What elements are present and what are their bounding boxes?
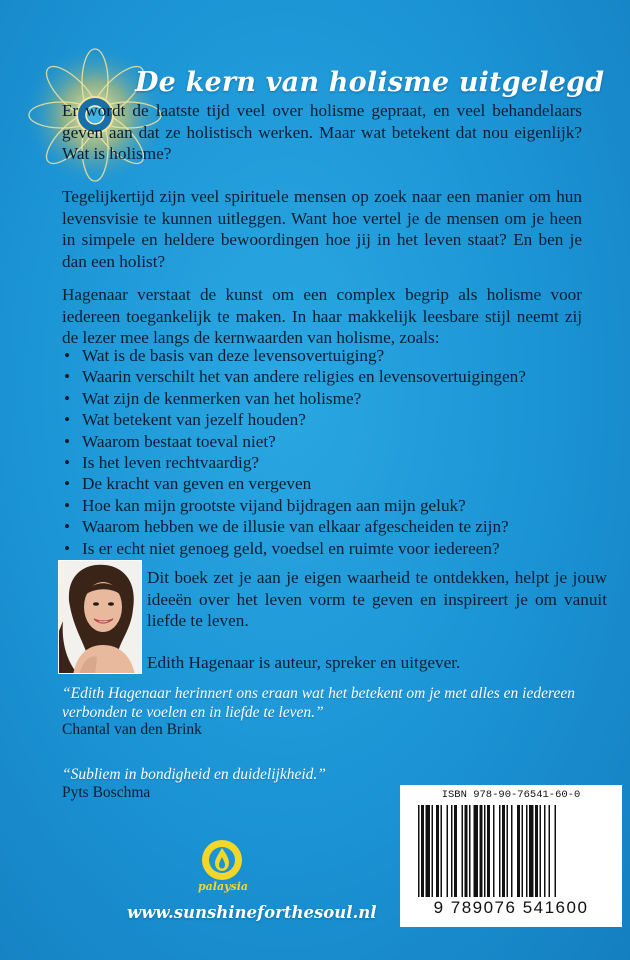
- barcode-bars: [416, 805, 614, 905]
- list-item: • Waarom hebben we de illusie van elkaar afgescheiden te zijn?: [62, 516, 607, 537]
- list-item: • Hoe kan mijn grootste vijand bijdragen aan mijn geluk?: [62, 495, 607, 516]
- third-paragraph: Hagenaar verstaat de kunst om een complex begrip als holisme voor iedereen toegankelijk te maken. In haar makkelijk leesbare stijl neemt zij de lezer mee langs de kernwaarden van holisme, zoals:: [62, 285, 582, 347]
- review-author: Chantal van den Brink: [62, 721, 202, 738]
- core-values-list: [62, 345, 607, 559]
- book-description: Dit boek zet je aan je eigen waarheid te ontdekken, helpt je jouw ideeën over het leven vorm te geven en inspireert je om vanuit liefde te leven.: [147, 568, 607, 630]
- list-item: • Wat is de basis van deze levensovertuiging?: [62, 345, 607, 366]
- author-bio: Edith Hagenaar is auteur, spreker en uitgever.: [147, 653, 461, 672]
- intro-paragraph: Er wordt de laatste tijd veel over holisme gepraat, en veel behandelaars geven aan dat ze holistisch werken. Maar wat betekent dat nou eigenlijk? Wat is holisme?: [62, 101, 582, 163]
- list-item: • Is er echt niet genoeg geld, voedsel en ruimte voor iedereen?: [62, 538, 607, 559]
- list-item: • Waarom bestaat toeval niet?: [62, 431, 607, 452]
- review-quote: “Edith Hagenaar herinnert ons eraan wat het betekent om je met alles en iedereen verbonden te voelen en in liefde te leven.”: [62, 685, 575, 721]
- publisher-name: palaysia: [197, 880, 248, 893]
- list-item: • Wat betekent van jezelf houden?: [62, 409, 607, 430]
- website-link[interactable]: www.sunshineforthesoul.nl: [127, 903, 377, 922]
- list-item: • Is het leven rechtvaardig?: [62, 452, 607, 473]
- second-paragraph: Tegelijkertijd zijn veel spirituele mensen op zoek naar een manier om hun levensvisie te kunnen uitleggen. Want hoe vertel je de mensen om je heen in simpele en heldere bewoordingen hoe jij in het leven staat? En ben je dan een holist?: [62, 187, 582, 271]
- barcode: [400, 785, 622, 927]
- isbn-label: ISBN 978-90-76541-60-0: [441, 789, 581, 801]
- review-author: Pyts Boschma: [62, 784, 151, 801]
- list-item: • Wat zijn de kenmerken van het holisme?: [62, 388, 607, 409]
- list-item: • Waarin verschilt het van andere religies en levensovertuigingen?: [62, 366, 607, 387]
- author-photo: [58, 560, 142, 674]
- flame-logo-icon: [200, 838, 244, 882]
- review-quote: “Subliem in bondigheid en duidelijkheid.”: [62, 766, 326, 783]
- book-title: De kern van holisme uitgelegd: [135, 67, 605, 98]
- barcode-digits: 9 789076 541600: [433, 898, 589, 917]
- list-item: • De kracht van geven en vergeven: [62, 473, 607, 494]
